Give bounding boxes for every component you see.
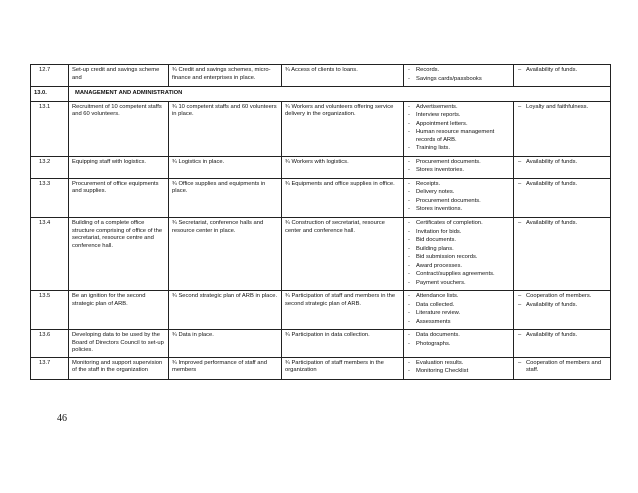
risk-list [517,360,607,375]
activity-cell: Set-up credit and savings scheme and [69,65,169,87]
verification-item: - Bid documents. [407,237,510,245]
row-number [31,357,69,379]
risk-cell [514,65,611,87]
risk-cell [514,291,611,330]
activity-cell: Equipping staff with logistics. [69,156,169,178]
verification-item: - Contract/supplies agreements. [407,271,510,279]
risk-list [517,293,607,309]
verification-item: - Photographs. [407,341,510,349]
risk-item: – Loyalty and faithfulness. [517,104,607,112]
risk-item: – Availability of funds. [517,159,607,167]
risk-item: – Availability of funds. [517,302,607,310]
verification-item: - Building plans. [407,246,510,254]
output-cell: ¾ Access of clients to loans. [282,65,404,87]
table-row [31,101,611,156]
table-row [31,65,611,87]
verification-item: - Training lists. [407,145,510,153]
verification-item: - Payment vouchers. [407,280,510,288]
verification-item: - Receipts. [407,181,510,189]
verification-item: - Savings cards/passbooks [407,76,510,84]
risk-list [517,220,607,228]
risk-cell [514,217,611,290]
row-number [31,101,69,156]
table-body [31,65,611,380]
risk-item: – Availability of funds. [517,67,607,75]
page-number: 46 [57,413,67,424]
output-cell: ¾ Workers and volunteers offering service delivery in the organization. [282,101,404,156]
verification-list [407,67,510,83]
verification-item: - Interview reports. [407,112,510,120]
output-cell: ¾ Equipments and office supplies in office. [282,178,404,217]
risk-list [517,159,607,167]
verification-item: - Data documents. [407,332,510,340]
verification-cell [404,357,514,379]
risk-item: – Cooperation of members and staff. [517,360,607,375]
table-row [31,217,611,290]
verification-cell [404,65,514,87]
risk-item: – Availability of funds. [517,181,607,189]
row-number [31,330,69,358]
row-number-text: 13.1 [39,103,51,110]
indicator-cell: ¾ Second strategic plan of ARB in place. [169,291,282,330]
verification-item: - Stores inventories. [407,167,510,175]
row-number-text: 13.3 [39,180,51,187]
verification-list [407,181,510,214]
verification-cell [404,178,514,217]
verification-item: - Stores inventions. [407,206,510,214]
row-number [31,178,69,217]
risk-item: – Availability of funds. [517,332,607,340]
verification-item: - Evaluation results. [407,360,510,368]
row-number [31,217,69,290]
activity-cell: Monitoring and support supervision of the staff in the organization [69,357,169,379]
row-number-text: 13.7 [39,359,51,366]
row-number [31,65,69,87]
verification-item: - Records. [407,67,510,75]
risk-cell [514,330,611,358]
logframe-table [30,64,611,380]
risk-item: – Cooperation of members. [517,293,607,301]
verification-list [407,104,510,153]
row-number-text: 13.5 [39,293,51,300]
section-header-row [31,87,611,102]
risk-list [517,67,607,75]
table-row [31,357,611,379]
risk-list [517,104,607,112]
indicator-cell: ¾ Improved performance of staff and members [169,357,282,379]
output-cell: ¾ Construction of secretariat, resource center and conference hall. [282,217,404,290]
verification-item: - Advertisements. [407,104,510,112]
activity-cell: Building of a complete office structure comprising of office of the secretariat, resource centre and conference hall. [69,217,169,290]
indicator-cell: ¾ Credit and savings schemes, micro-finance and enterprises in place. [169,65,282,87]
indicator-cell: ¾ Office supplies and equipments in place. [169,178,282,217]
activity-cell: Recruitment of 10 competent staffs and 60 volunteers. [69,101,169,156]
indicator-cell: ¾ Data in place. [169,330,282,358]
verification-list [407,220,510,287]
output-cell: ¾ Participation of staff and members in the second strategic plan of ARB. [282,291,404,330]
table-row [31,156,611,178]
verification-item: - Procurement documents. [407,198,510,206]
risk-cell [514,357,611,379]
section-number: 13.0. [31,87,69,102]
verification-list [407,332,510,348]
risk-cell [514,178,611,217]
verification-cell [404,330,514,358]
verification-cell [404,156,514,178]
risk-item: – Availability of funds. [517,220,607,228]
verification-item: - Award processes. [407,263,510,271]
verification-item: - Bid submission records. [407,254,510,262]
verification-item: - Data collected. [407,302,510,310]
risk-list [517,181,607,189]
risk-list [517,332,607,340]
verification-item: - Delivery notes. [407,189,510,197]
table-row [31,330,611,358]
risk-cell [514,101,611,156]
row-number-text: 13.4 [39,219,51,226]
row-number-text: 12.7 [39,67,51,73]
verification-list [407,159,510,175]
verification-item: - Assessments [407,319,510,327]
verification-item: - Attendance lists. [407,293,510,301]
row-number-text: 13.2 [39,158,51,165]
table-row [31,291,611,330]
indicator-cell: ¾ Secretariat, conference halls and resource center in place. [169,217,282,290]
risk-cell [514,156,611,178]
output-cell: ¾ Participation in data collection. [282,330,404,358]
table-row [31,178,611,217]
verification-cell [404,101,514,156]
indicator-cell: ¾ Logistics in place. [169,156,282,178]
verification-item: - Procurement documents. [407,159,510,167]
row-number [31,156,69,178]
verification-list [407,360,510,376]
output-cell: ¾ Participation of staff members in the organization [282,357,404,379]
verification-item: - Appointment letters. [407,121,510,129]
output-cell: ¾ Workers with logistics. [282,156,404,178]
activity-cell: Procurement of office equipments and supplies. [69,178,169,217]
verification-item: - Certificates of completion. [407,220,510,228]
row-number [31,291,69,330]
verification-item: - Monitoring Checklist [407,368,510,376]
activity-cell: Developing data to be used by the Board of Directors Council to set-up policies. [69,330,169,358]
verification-item: - Literature review. [407,310,510,318]
verification-cell [404,291,514,330]
verification-item: - Invitation for bids. [407,229,510,237]
section-title: MANAGEMENT AND ADMINISTRATION [69,87,611,102]
verification-cell [404,217,514,290]
row-number-text: 13.6 [39,332,51,339]
verification-list [407,293,510,326]
indicator-cell: ¾ 10 competent staffs and 60 volunteers in place. [169,101,282,156]
verification-item: - Human resource management records of ARB. [407,129,510,144]
activity-cell: Be an ignition for the second strategic plan of ARB. [69,291,169,330]
